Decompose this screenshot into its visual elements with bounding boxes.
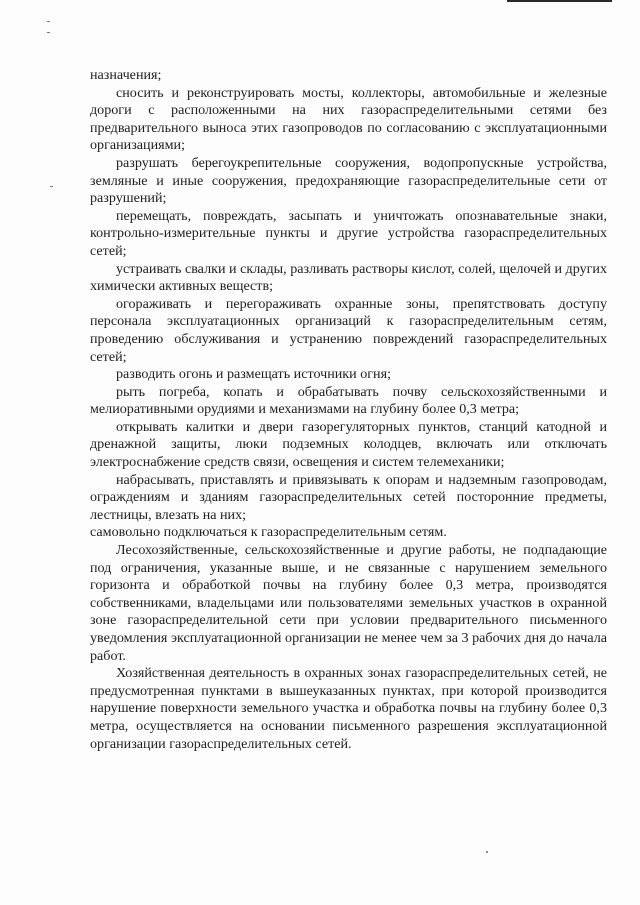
margin-mark (47, 32, 50, 33)
paragraph: назначения; (90, 67, 162, 83)
paragraph: перемещать, повреждать, засыпать и уничтожать опознавательные знаки, контрольно-измерительные пункты и другие устройства газораспределительных сетей; (90, 207, 607, 259)
document-body (90, 67, 607, 753)
margin-mark (47, 21, 50, 22)
top-edge-rule (507, 0, 612, 2)
scan-speck (486, 851, 488, 853)
margin-mark (50, 186, 53, 187)
paragraph: самовольно подключаться к газораспределительным сетям. (90, 524, 447, 541)
paragraph: рыть погреба, копать и обрабатывать почву сельскохозяйственными и мелиоративными орудиями и механизмами на глубину более 0,3 метра; (90, 383, 607, 418)
paragraph: открывать калитки и двери газорегуляторных пунктов, станций катодной и дренажной защиты, люки подземных колодцев, включать или отключать электроснабжение средств связи, освещения и систем телемеханики; (90, 418, 607, 471)
paragraph: устраивать свалки и склады, разливать растворы кислот, солей, щелочей и других химически активных веществ; (90, 260, 607, 295)
paragraph: разводить огонь и размещать источники огня; (116, 366, 391, 383)
paragraph: сносить и реконструировать мосты, коллекторы, автомобильные и железные дороги с расположенными на них газораспределительными сетями без предварительного выноса этих газопроводов по согласованию с эксплуатационными организациями; (90, 84, 607, 154)
paragraph: огораживать и перегораживать охранные зоны, препятствовать доступу персонала эксплуатационных организаций к газораспределительным сетям, проведению обслуживания и устранению повреждений газораспределительных сетей; (90, 295, 607, 365)
paragraph: Лесохозяйственные, сельскохозяйственные и другие работы, не подпадающие под ограничения, указанные выше, и не связанные с нарушением земельного горизонта и обработкой почвы на глубину более 0,3 метра, производятся собственниками, владельцами или пользователями земельных участков в охранной зоне газораспределительной сети при условии предварительного письменного уведомления эксплуатационной организации не менее чем за 3 рабочих дня до начала работ. (90, 542, 607, 664)
paragraph: набрасывать, приставлять и привязывать к опорам и надземным газопроводам, ограждениям и зданиям газораспределительных сетей посторонние предметы, лестницы, влезать на них; (90, 471, 607, 523)
paragraph: Хозяйственная деятельность в охранных зонах газораспределительных сетей, не предусмотренная пунктами в вышеуказанных пунктах, при которой производится нарушение поверхности земельного участка и обработка почвы на глубину более 0,3 метра, осуществляется на основании письменного разрешения эксплуатационной организации газораспределительных сетей. (90, 665, 607, 752)
paragraph: разрушать берегоукрепительные сооружения, водопропускные устройства, земляные и иные сооружения, предохраняющие газораспределительные сети от разрушений; (90, 154, 607, 207)
